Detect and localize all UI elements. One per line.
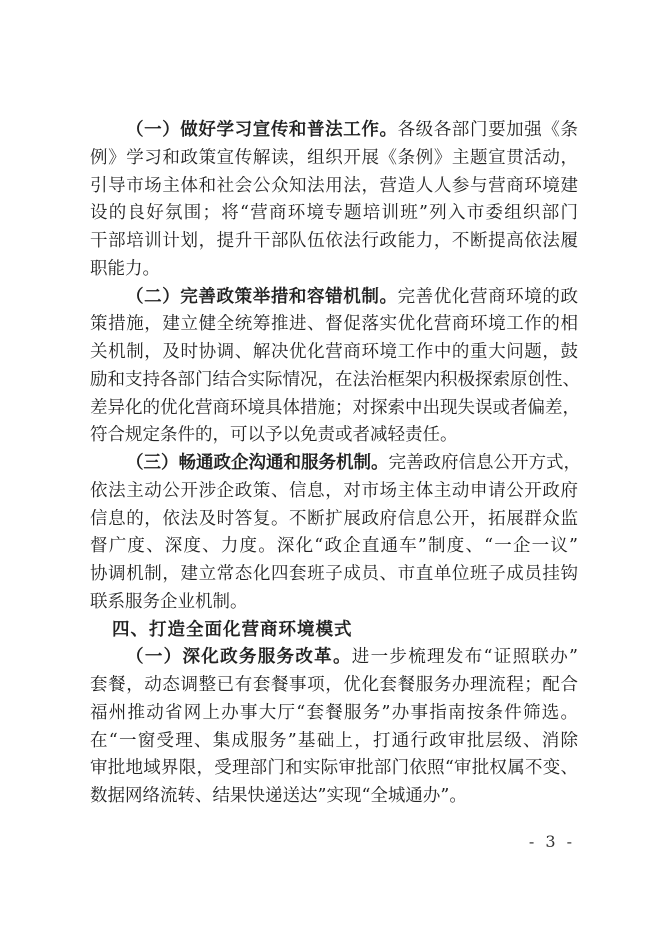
- text-line: [90, 644, 578, 672]
- text-line: [90, 395, 578, 423]
- text-line: [90, 173, 578, 201]
- line-text: 策措施，建立健全统筹推进、督促落实优化营商环境工作的相: [90, 314, 578, 335]
- line-text: 督广度、深度、力度。深化“政企直通车”制度、“一企一议”: [90, 536, 578, 557]
- line-text: 职能力。: [90, 258, 160, 279]
- text-line: [90, 284, 578, 312]
- text-line: [90, 533, 578, 561]
- text-line: [90, 117, 578, 145]
- line-text: 完善优化营商环境的政: [397, 286, 578, 307]
- line-text: 联系服务企业机制。: [90, 591, 248, 612]
- text-line: [90, 422, 578, 450]
- paragraph-lead: （三）畅通政企沟通和服务机制。: [126, 453, 389, 473]
- text-line: [90, 755, 578, 783]
- line-text: 励和支持各部门结合实际情况，在法治框架内积极探索原创性、: [90, 369, 580, 390]
- text-line: [90, 478, 578, 506]
- paragraph: [90, 450, 581, 617]
- section-heading: 四、打造全面化营商环境模式: [112, 619, 353, 640]
- line-text: 差异化的优化营商环境具体措施；对探索中出现失误或者偏差，: [90, 397, 580, 418]
- paragraph-lead: （一）做好学习宣传和普法工作。: [126, 120, 398, 140]
- line-text: 审批地域界限，受理部门和实际审批部门依照“审批权属不变、: [90, 758, 578, 779]
- line-text: 依法主动公开涉企政策、信息，对市场主体主动申请公开政府: [90, 480, 578, 501]
- line-text: 在“一窗受理、集成服务”基础上，打通行政审批层级、消除: [90, 730, 578, 751]
- line-text: 设的良好氛围；将“营商环境专题培训班”列入市委组织部门: [90, 203, 578, 224]
- text-line: [90, 672, 578, 700]
- paragraph: [90, 284, 578, 451]
- line-text: 进一步梳理发布“证照联办”: [351, 647, 578, 668]
- text-line: [90, 783, 578, 811]
- line-text: 数据网络流转、结果快递送达”实现“全城通办”。: [90, 786, 467, 806]
- line-text: 协调机制，建立常态化四套班子成员、市直单位班子成员挂钩: [90, 564, 578, 584]
- text-line: [90, 145, 578, 173]
- line-text: 干部培训计划，提升干部队伍依法行政能力，不断提高依法履: [90, 231, 578, 251]
- line-text: 关机制，及时协调、解决优化营商环境工作中的重大问题，鼓: [90, 342, 578, 362]
- paragraph-lead: （二）完善政策举措和容错机制。: [126, 286, 398, 307]
- text-line: [90, 589, 578, 617]
- text-line: [90, 700, 578, 728]
- text-line: [90, 367, 578, 395]
- line-text: 例》学习和政策宣传解读，组织开展《条例》主题宣贯活动，: [90, 147, 578, 168]
- text-line: [90, 450, 581, 478]
- text-line: [90, 200, 578, 228]
- paragraph: [90, 644, 578, 811]
- line-text: 完善政府信息公开方式，: [388, 453, 581, 473]
- text-line: [90, 728, 578, 756]
- line-text: 套餐，动态调整已有套餐事项，优化套餐服务办理流程；配合: [90, 675, 578, 695]
- text-line: [90, 339, 578, 367]
- line-text: 符合规定条件的，可以予以免责或者减轻责任。: [90, 425, 458, 446]
- text-line: [90, 506, 578, 534]
- line-text: 信息的，依法及时答复。不断扩展政府信息公开，拓展群众监: [90, 508, 578, 529]
- document-body: [90, 117, 581, 811]
- paragraph-lead: （一）深化政务服务改革。: [126, 647, 352, 668]
- page-number: - 3 -: [528, 832, 575, 851]
- paragraph: [90, 117, 578, 284]
- line-text: 引导市场主体和社会公众知法用法，营造人人参与营商环境建: [90, 175, 578, 196]
- line-text: 各级各部门要加强《条: [397, 120, 578, 140]
- text-line: [90, 256, 578, 284]
- text-line: [90, 561, 578, 589]
- text-line: [90, 311, 578, 339]
- line-text: 福州推动省网上办事大厅“套餐服务”办事指南按条件筛选。: [90, 702, 578, 723]
- text-line: [90, 228, 578, 256]
